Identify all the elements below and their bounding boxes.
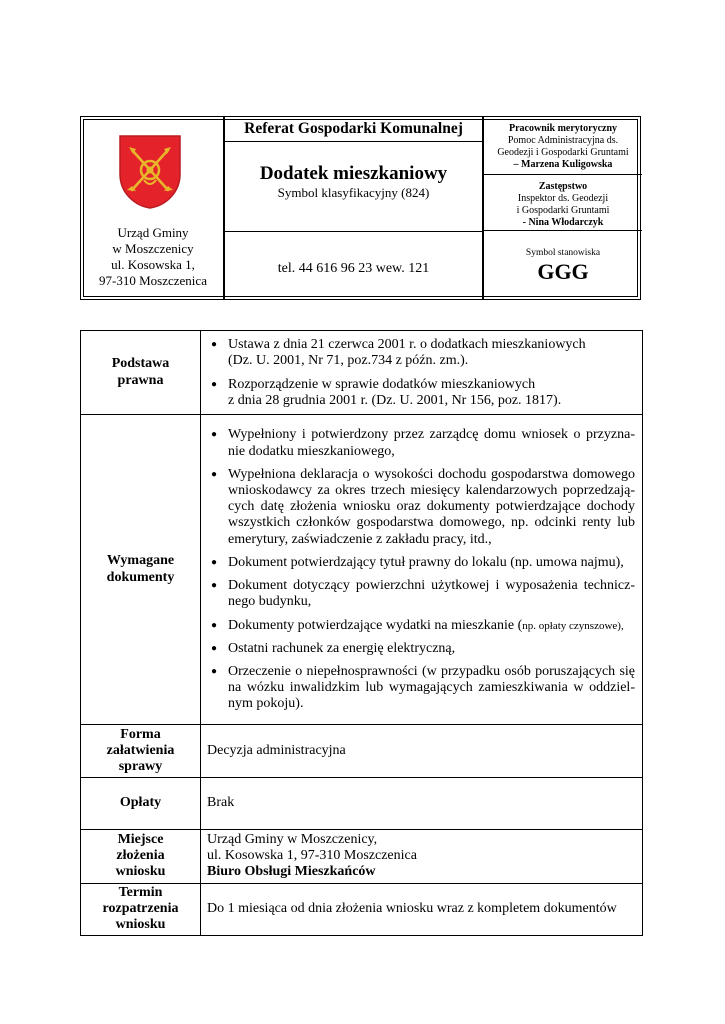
- documents-cell: [201, 415, 643, 725]
- list-text: Rozporządzenie w sprawie dodatków mieszkaniowych: [228, 376, 536, 392]
- label-line: rozpatrzenia: [102, 901, 179, 916]
- label-line: załatwienia: [106, 742, 175, 758]
- list-text-small: np. opłaty czynszowe),: [522, 619, 624, 632]
- list-text: (Dz. U. 2001, Nr 71, poz.734 z późn. zm.).: [228, 353, 469, 369]
- bullet-icon: ●: [211, 556, 218, 568]
- table-row: [81, 415, 643, 725]
- label-line: dokumenty: [106, 569, 175, 585]
- list-text: Ostatni rachunek za energię elektryczną,: [228, 640, 456, 656]
- list-text: Dokumenty potwierdzające wydatki na mieszkanie (: [228, 617, 523, 633]
- list-item: [207, 337, 635, 369]
- label-line: prawna: [117, 372, 164, 388]
- phone-cell: [225, 231, 482, 301]
- deadline-cell: Do 1 miesiąca od dnia złożenia wniosku wraz z kompletem dokumentów: [201, 883, 643, 935]
- list-text: z dnia 28 grudnia 2001 r. (Dz. U. 2001, Nr 156, poz. 1817).: [228, 392, 562, 408]
- list-item: [207, 578, 635, 610]
- office-line: w Moszczenicy: [112, 241, 194, 256]
- label-line: wniosku: [115, 864, 166, 880]
- staff-column: [484, 117, 642, 299]
- label-line: Wymagane: [106, 553, 175, 569]
- bullet-icon: ●: [211, 580, 218, 592]
- table-row: [81, 331, 643, 415]
- phone-number: tel. 44 616 96 23 wew. 121: [277, 261, 430, 276]
- label-line: złożenia: [116, 848, 165, 864]
- row-label: [81, 725, 201, 778]
- list-item: [207, 618, 635, 634]
- bullet-icon: ●: [211, 619, 218, 631]
- fees-cell: Brak: [201, 778, 643, 830]
- list-text: Dokument dotyczący powierzchni użytkowej i wyposażenia technicz-nego budynku,: [228, 578, 635, 610]
- label-line: Miejsce: [117, 832, 164, 847]
- label-line: Forma: [120, 726, 161, 742]
- position-symbol-label: Symbol stanowiska: [525, 248, 601, 258]
- table-row: [81, 830, 643, 884]
- row-label: Opłaty: [81, 778, 201, 830]
- office-line: 97-310 Moszczenica: [99, 273, 207, 288]
- worker-name: – Marzena Kuligowska: [513, 159, 613, 170]
- info-table: [80, 330, 643, 936]
- row-label: [81, 331, 201, 415]
- row-label: [81, 883, 201, 935]
- place-line: Biuro Obsługi Mieszkańców: [207, 864, 376, 880]
- label-line: sprawy: [118, 759, 163, 775]
- list-item: [207, 664, 635, 713]
- legal-basis-cell: [201, 331, 643, 415]
- worker-title: Pracownik merytoryczny: [508, 123, 618, 134]
- bullet-icon: ●: [211, 429, 218, 441]
- place-cell: [201, 830, 643, 884]
- legal-basis-list: [207, 337, 635, 409]
- position-symbol-cell: [484, 231, 642, 301]
- list-text: Dokument potwierdzający tytuł prawny do lokalu (np. umowa najmu),: [228, 554, 624, 570]
- classification-symbol: Symbol klasyfikacyjny (824): [277, 185, 430, 200]
- label-line: wniosku: [115, 917, 166, 933]
- place-line: ul. Kosowska 1, 97-310 Moszczenica: [207, 848, 417, 864]
- bullet-icon: ●: [211, 642, 218, 654]
- department-name: Referat Gospodarki Komunalnej: [225, 117, 482, 142]
- worker-cell: [484, 117, 642, 175]
- deputy-name: - Nina Włodarczyk: [522, 217, 604, 228]
- deputy-role: i Gospodarki Gruntami: [516, 205, 610, 216]
- deputy-title: Zastępstwo: [538, 181, 588, 192]
- deputy-role: Inspektor ds. Geodezji: [517, 193, 609, 204]
- title-column: [225, 117, 484, 299]
- list-text: Orzeczenie o niepełnosprawności (w przypadku osób poruszających się na wózku inwalidzkim lub wymagających zamieszkiwania w oddziel-nym pokoju).: [228, 663, 635, 712]
- bullet-icon: ●: [211, 339, 218, 351]
- list-item: [207, 377, 635, 409]
- list-item: [207, 467, 635, 548]
- deputy-cell: [484, 175, 642, 231]
- table-row: [81, 883, 643, 935]
- position-symbol: GGG: [537, 259, 589, 284]
- bullet-icon: ●: [211, 468, 218, 480]
- list-text: Wypełniony i potwierdzony przez zarządcę domu wniosek o przyzna-nie dodatku mieszkaniowego,: [228, 427, 635, 459]
- label-line: Podstawa: [111, 356, 170, 372]
- page-title: Dodatek mieszkaniowy: [259, 163, 448, 184]
- title-cell: [225, 141, 482, 232]
- place-line: Urząd Gminy w Moszczenicy,: [207, 832, 378, 847]
- form-cell: Decyzja administracyjna: [201, 725, 643, 778]
- list-item: [207, 555, 635, 571]
- office-line: ul. Kosowska 1,: [111, 257, 195, 272]
- coat-of-arms-icon: [118, 134, 182, 210]
- list-text: Ustawa z dnia 21 czerwca 2001 r. o dodatkach mieszkaniowych: [228, 337, 586, 353]
- list-item: [207, 641, 635, 657]
- worker-role: Geodezji i Gospodarki Gruntami: [497, 147, 629, 158]
- label-line: Termin: [118, 884, 163, 900]
- table-row: [81, 778, 643, 830]
- row-label: [81, 830, 201, 884]
- list-item: [207, 427, 635, 459]
- worker-role: Pomoc Administracyjna ds.: [507, 135, 619, 146]
- list-text: Wypełniona deklaracja o wysokości dochodu gospodarstwa domowego wnioskodawcy za okres trzech miesięcy kalendarzowych poprzedzają-cych datę złożenia wniosku oraz dokumenty potwierdzające dochody wszystkich członków gospodarstwa domowego, np. odcinki renty lub emerytury, zaświadczenie z zakładu pracy, itd.,: [228, 466, 635, 547]
- office-column: [81, 117, 225, 299]
- row-label: [81, 415, 201, 725]
- bullet-icon: ●: [211, 665, 218, 677]
- table-row: [81, 725, 643, 778]
- documents-list: [207, 427, 635, 712]
- bullet-icon: ●: [211, 378, 218, 390]
- office-address: [81, 225, 225, 289]
- office-line: Urząd Gminy: [117, 225, 189, 240]
- header-box: [80, 116, 641, 300]
